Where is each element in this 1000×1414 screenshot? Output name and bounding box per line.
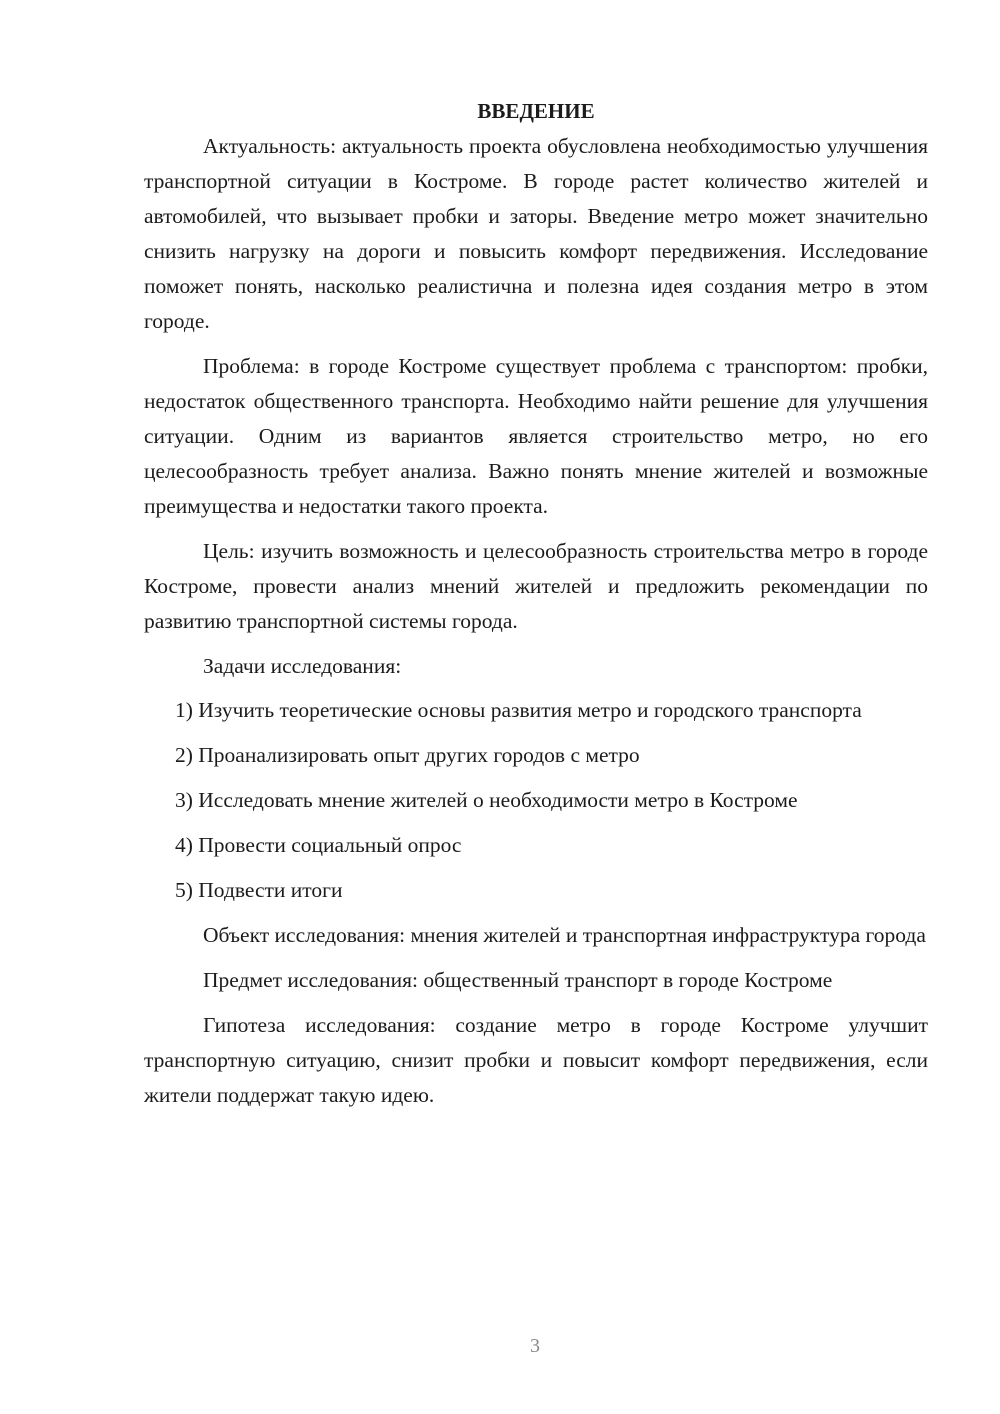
hypothesis-paragraph: Гипотеза исследования: создание метро в городе Костроме улучшит транспортную ситуацию, снизит пробки и повысит комфорт передвижения, если жители поддержат такую идею. <box>144 1013 928 1107</box>
relevance-paragraph: Актуальность: актуальность проекта обусловлена необходимостью улучшения транспортной ситуации в Костроме. В городе растет количество жителей и автомобилей, что вызывает пробки и заторы. Введение метро может значительно снизить нагрузку на дороги и повысить комфорт передвижения. Исследование поможет понять, насколько реалистична и полезна идея создания метро в этом городе. <box>144 134 928 333</box>
task-list-item: 5) Подвести итоги <box>175 878 343 902</box>
task-list-item: 2) Проанализировать опыт других городов с метро <box>175 743 640 767</box>
problem-paragraph: Проблема: в городе Костроме существует проблема с транспортом: пробки, недостаток общественного транспорта. Необходимо найти решение для улучшения ситуации. Одним из вариантов является строительство метро, но его целесообразность требует анализа. Важно понять мнение жителей и возможные преимущества и недостатки такого проекта. <box>144 354 928 518</box>
task-list-item: 3) Исследовать мнение жителей о необходимости метро в Костроме <box>175 788 798 812</box>
object-paragraph: Объект исследования: мнения жителей и транспортная инфраструктура города <box>203 923 926 947</box>
task-list-item: 4) Провести социальный опрос <box>175 833 462 857</box>
task-list-item: 1) Изучить теоретические основы развития метро и городского транспорта <box>175 698 862 722</box>
tasks-heading: Задачи исследования: <box>203 654 402 678</box>
page-title: ВВЕДЕНИЕ <box>477 99 595 123</box>
goal-paragraph: Цель: изучить возможность и целесообразность строительства метро в городе Костроме, провести анализ мнений жителей и предложить рекомендации по развитию транспортной системы города. <box>144 539 928 633</box>
page-number: 3 <box>530 1335 540 1357</box>
subject-paragraph: Предмет исследования: общественный транспорт в городе Костроме <box>203 968 833 992</box>
document-body <box>144 94 928 1113</box>
